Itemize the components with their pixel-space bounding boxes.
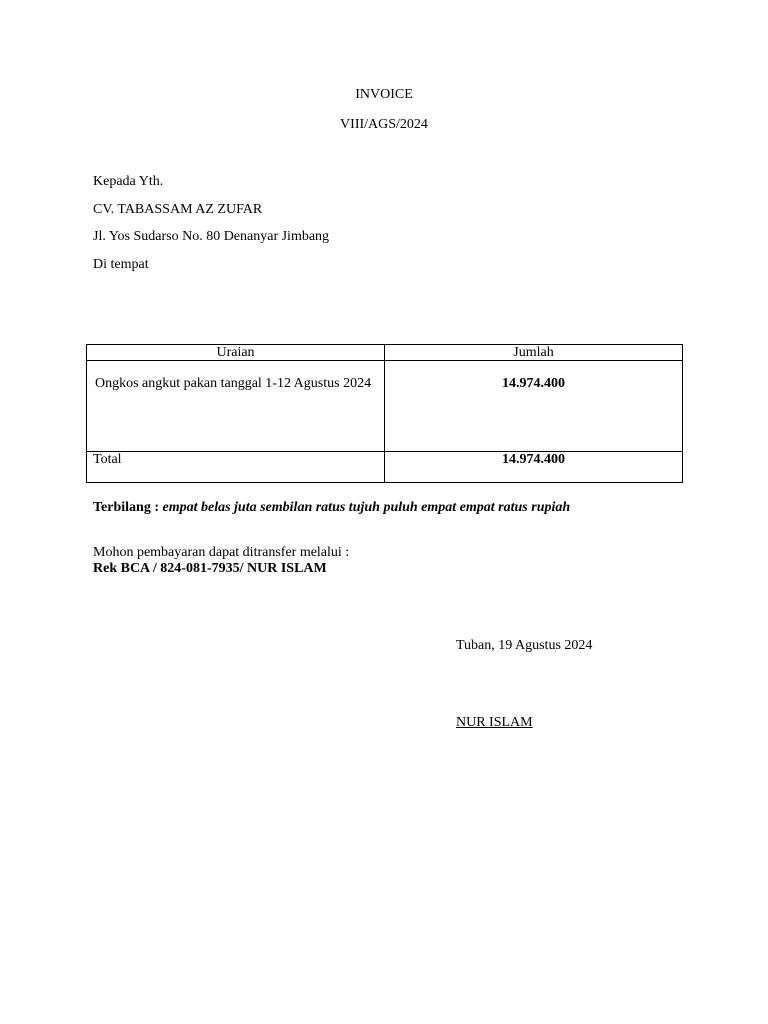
invoice-number: VIII/AGS/2024 — [340, 117, 428, 132]
table-header-row — [87, 345, 683, 361]
terbilang-label: Terbilang : — [93, 500, 159, 515]
payment-account: Rek BCA / 824-081-7935/ NUR ISLAM — [93, 561, 327, 576]
invoice-table — [86, 344, 683, 483]
recipient-company: CV. TABASSAM AZ ZUFAR — [93, 202, 263, 217]
terbilang-text: empat belas juta sembilan ratus tujuh puluh empat empat ratus rupiah — [162, 500, 571, 515]
signature-name: NUR ISLAM — [456, 715, 533, 730]
column-header-description: Uraian — [87, 345, 385, 361]
signature-place-date: Tuban, 19 Agustus 2024 — [456, 638, 593, 653]
invoice-title: INVOICE — [355, 87, 413, 102]
column-header-amount: Jumlah — [385, 345, 683, 361]
total-amount: 14.974.400 — [385, 452, 683, 483]
row-description: Ongkos angkut pakan tanggal 1-12 Agustus 2024 — [87, 361, 385, 452]
total-label: Total — [87, 452, 385, 483]
table-row — [87, 361, 683, 452]
terbilang-line — [93, 499, 570, 517]
payment-instruction: Mohon pembayaran dapat ditransfer melalui : — [93, 545, 350, 560]
table-total-row — [87, 452, 683, 483]
recipient-place: Di tempat — [93, 257, 149, 272]
recipient-salutation: Kepada Yth. — [93, 174, 164, 189]
recipient-address: Jl. Yos Sudarso No. 80 Denanyar Jimbang — [93, 229, 330, 244]
row-amount: 14.974.400 — [385, 361, 683, 452]
